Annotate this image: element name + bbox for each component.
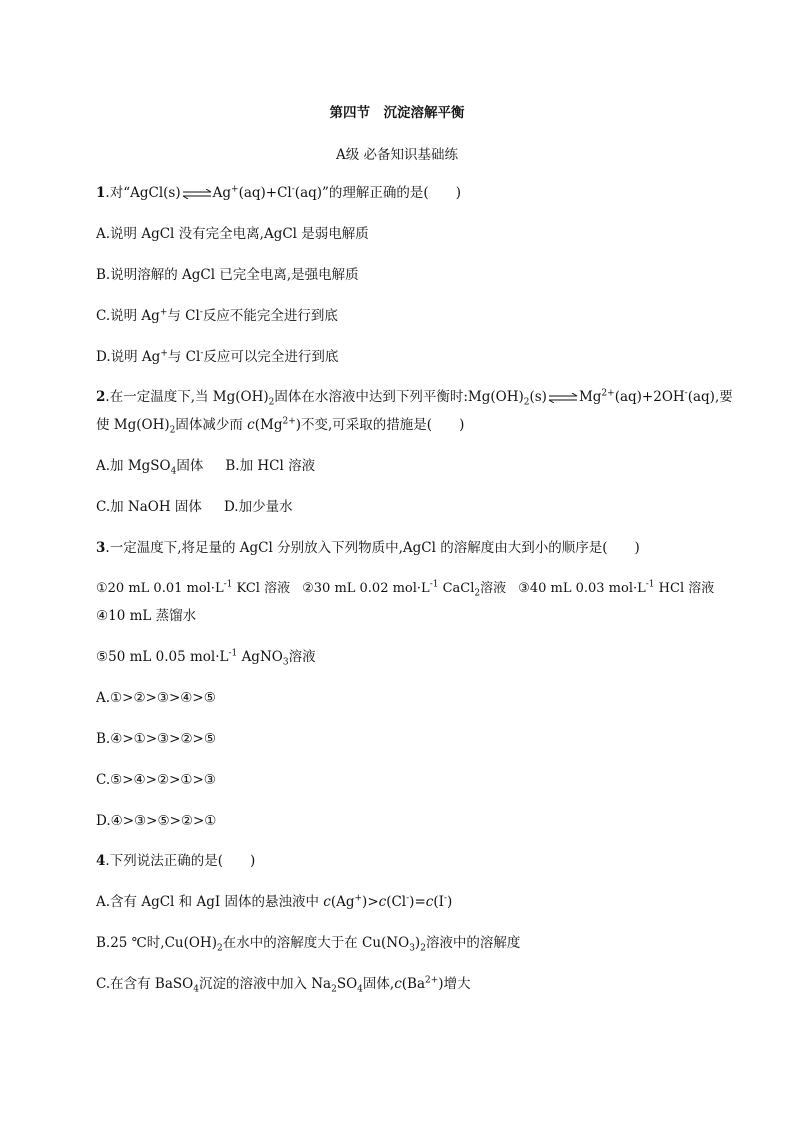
- question-4-option-b: B.25 ℃时$,Cu(OH)_2$在水中的溶解度大于在 $Cu(NO_3)_2$溶液中的溶解度: [96, 935, 521, 954]
- question-2-option-c: C.加 NaOH 固体: [96, 499, 202, 515]
- question-1-option-c: C.说明 Ag+与 Cl-反应不能完全进行到底: [96, 307, 338, 324]
- question-3-item-1: ①20 mL 0.01 $mol\cdot L^{-1}$ KCl 溶液: [96, 579, 291, 596]
- question-2-options-row-2: [96, 498, 293, 516]
- question-number: 1: [96, 185, 106, 201]
- question-2-stem-line-1: 2.在一定温度下,当 $Mg(OH)_2$固体在水溶液中达到下列平衡时$:Mg(OH)_2(s)$ $Mg^{2+}(aq)+2OH^-(aq)$,要: [96, 388, 733, 408]
- section-heading: A级 必备知识基础练: [335, 147, 459, 163]
- question-number: 4: [96, 853, 106, 869]
- question-1-option-b: B.说明溶解的 AgCl 已完全电离,是强电解质: [96, 267, 359, 283]
- question-3-option-c: C.⑤>④>②>①>③: [96, 772, 216, 788]
- equilibrium-arrow-icon: [548, 393, 578, 403]
- question-3-option-b: B.④>①>③>②>⑤: [96, 731, 216, 747]
- question-2-stem-line-2: 使 $Mg(OH)_2$固体减少而 $c(Mg^{2+})$不变,可采取的措施是( ): [96, 416, 465, 436]
- question-3-stem: 3.一定温度下,将足量的 AgCl 分别放入下列物质中,AgCl 的溶解度由大到小的顺序是( ): [96, 540, 640, 556]
- question-2-option-d: D.加少量水: [223, 499, 293, 515]
- question-1-option-a: A.说明 AgCl 没有完全电离,AgCl 是弱电解质: [96, 226, 369, 242]
- question-3-item-3: ③40 mL 0.03 $mol\cdot L^{-1}$ HCl 溶液: [518, 579, 715, 596]
- question-2-option-b: B.加 HCl 溶液: [225, 458, 316, 474]
- question-4-option-a: A.含有 AgCl 和 AgI 固体的悬浊液中 c(Ag+)>c(Cl-)=c(I-): [96, 893, 453, 910]
- question-1-option-d: D.说明 Ag+与 Cl-反应可以完全进行到底: [96, 348, 339, 365]
- question-3-item-5: ⑤50 mL 0.05 $mol\cdot L^{-1}$ AgNO$_3$溶液: [96, 648, 316, 668]
- question-2-options-row-1: [96, 457, 315, 475]
- question-2-option-a: A.加 MgSO$_4$固体: [96, 458, 204, 477]
- question-1-stem: 1.对“AgCl(s) Ag+(aq)+Cl-(aq)”的理解正确的是( ): [96, 184, 461, 201]
- question-3-option-d: D.④>③>⑤>②>①: [96, 813, 217, 829]
- question-number: 3: [96, 540, 106, 556]
- page-title: 第四节 沉淀溶解平衡: [329, 105, 465, 121]
- question-4-option-c: C.在含有 BaSO$_4$沉淀的溶液中加入 $Na_2SO_4$固体$,c(Ba^{2+})$增大: [96, 975, 471, 995]
- question-number: 2: [96, 389, 106, 405]
- equilibrium-arrow-icon: [182, 189, 212, 199]
- question-3-item-4: ④10 mL 蒸馏水: [96, 608, 197, 624]
- question-3-item-2: ②30 mL 0.02 $mol\cdot L^{-1}$ CaCl$_2$溶液: [302, 579, 507, 599]
- question-3-option-a: A.①>②>③>④>⑤: [96, 690, 216, 706]
- question-4-stem: 4.下列说法正确的是( ): [96, 853, 256, 869]
- question-3-items-line-1: [96, 580, 714, 598]
